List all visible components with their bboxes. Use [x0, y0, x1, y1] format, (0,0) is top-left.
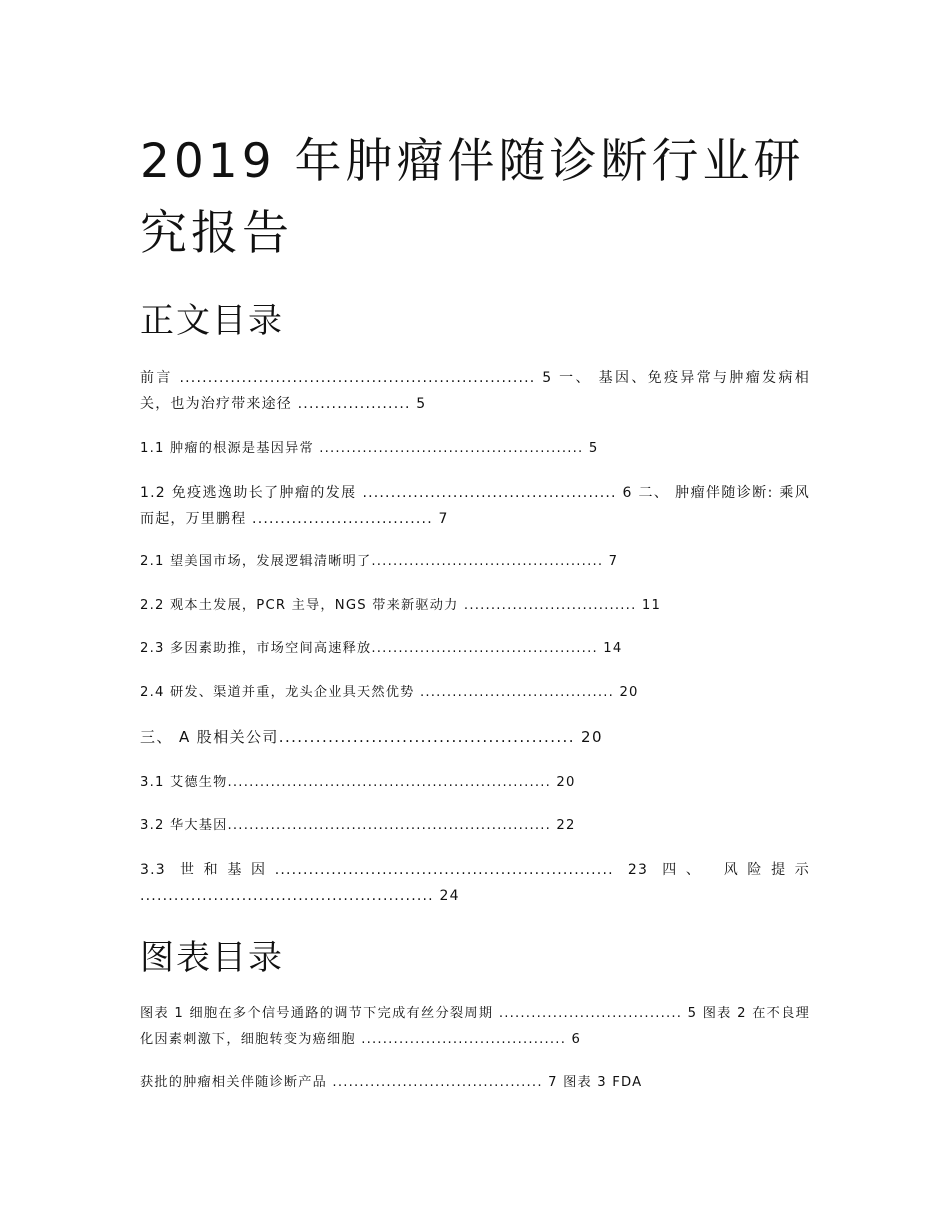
- toc-entry-2-3[interactable]: 2.3 多因素助推，市场空间高速释放.......................................... 14: [140, 641, 623, 656]
- toc-entry-3-3[interactable]: 3.3 世和基因............................................................ 23 四、 风险提示 .................................................... 24: [140, 862, 810, 904]
- toc-entry-2-4[interactable]: 2.4 研发、渠道并重，龙头企业具天然优势 .................................... 20: [140, 685, 639, 700]
- toc-entry-section-3[interactable]: 三、 A 股相关公司................................................ 20: [140, 728, 603, 746]
- document-title: 2019 年肿瘤伴随诊断行业研究报告: [140, 134, 805, 261]
- figure-entry-2[interactable]: 获批的肿瘤相关伴随诊断产品 ....................................... 7 图表 3 FDA: [140, 1075, 643, 1090]
- toc-entry-preface[interactable]: 前言 ............................................................... 5 一、 基因、免疫异常与肿瘤发病相关，也为治疗带来途径 .................... 5: [140, 370, 810, 412]
- toc-heading: 正文目录: [140, 301, 284, 341]
- figures-heading: 图表目录: [140, 938, 284, 978]
- toc-entry-2-2[interactable]: 2.2 观本土发展，PCR 主导，NGS 带来新驱动力 ................................ 11: [140, 598, 662, 613]
- toc-entry-3-2[interactable]: 3.2 华大基因............................................................ 22: [140, 818, 576, 833]
- toc-entry-1-2[interactable]: 1.2 免疫逃逸助长了肿瘤的发展 ............................................. 6 二、 肿瘤伴随诊断: 乘风而起，万里鹏程 ................................ 7: [140, 485, 810, 527]
- toc-entry-3-1[interactable]: 3.1 艾德生物............................................................ 20: [140, 775, 576, 790]
- toc-entry-2-1[interactable]: 2.1 望美国市场，发展逻辑清晰明了........................................... 7: [140, 554, 619, 569]
- figure-entry-1[interactable]: 图表 1 细胞在多个信号通路的调节下完成有丝分裂周期 .................................. 5 图表 2 在不良理化因素刺激下，细胞转变为癌细胞 ...................................... 6: [140, 1006, 810, 1047]
- toc-entry-1-1[interactable]: 1.1 肿瘤的根源是基因异常 ................................................. 5: [140, 441, 599, 456]
